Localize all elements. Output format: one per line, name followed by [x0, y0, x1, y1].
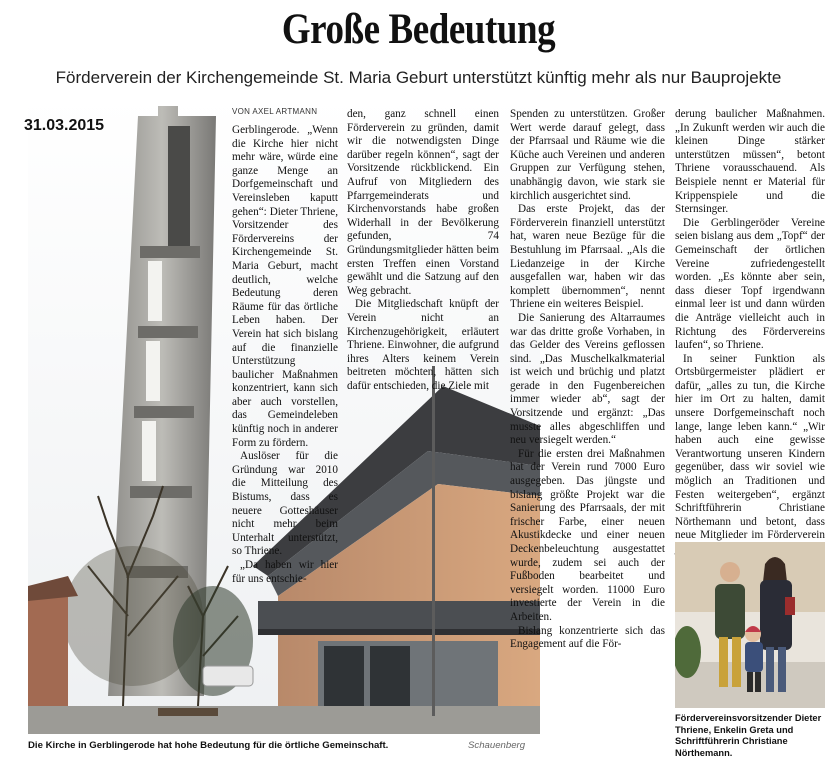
headline: Große Bedeutung — [281, 6, 556, 53]
article-column-4 — [675, 108, 825, 557]
article-column-1 — [232, 124, 338, 586]
paragraph: Bislang konzentrierte sich das Engagement auf die För- — [510, 624, 665, 651]
article-column-2 — [347, 108, 499, 393]
paragraph: Die Mitgliedschaft knüpft der Verein nicht an Kirchenzugehörigkeit, erläutert Thriene. Einwohner, die aufgrund ihres Alters keinem Verein beitreten möchten, hätten sich dafür entschieden, die Ziele mit — [347, 298, 499, 392]
people-photo — [675, 542, 825, 708]
paragraph: derung baulicher Maßnahmen. „In Zukunft werden wir auch die kleinen Dinge stärker unterstützen müssen“, betont Thriene vorausschauend. Als Beispiele nennt er Material für Krippenspiele und die Sternsinger. — [675, 108, 825, 216]
paragraph: Das erste Projekt, das der Förderverein finanziell unterstützt hat, waren neue Bezüge für die Bestuhlung im Pfarrsaal. „Als die Liedanzeige in der Kirche ausgefallen war, haben wir das komplett übernommen“, nennt Thriene ein weiteres Beispiel. — [510, 203, 665, 311]
paragraph: Auslöser für die Gründung war 2010 die Mitteilung des Bistums, dass es neuere Gotteshäuser nicht mehr beim Unterhalt unterstützt, so Thriene. — [232, 450, 338, 558]
paragraph: Gerblingerode. „Wenn die Kirche hier nicht mehr wäre, würde eine ganze Menge an Dorfgemeinschaft und Vereinsleben kaputt gehen“: Dieter Thriene, Vorsitzender des Fördervereins der Kirchengemeinde St. Maria Geburt, macht deutlich, welche Bedeutung deren Räume für das örtliche Leben haben. Der Verein hat sich bislang auf die finanzielle Unterstützung baulicher Maßnahmen konzentriert, kann sich aber auch vorstellen, das Gemeindeleben künftig noch in anderer Form zu fördern. — [232, 124, 338, 449]
paragraph: „Da haben wir hier für uns entschie- — [232, 559, 338, 585]
photo-credit: Schauenberg — [468, 740, 526, 751]
people-illustration — [675, 542, 825, 708]
paragraph: Die Gerblingeröder Vereine seien bislang aus dem „Topf“ der Gemeinschaft der örtlichen Vereine zufriedengestellt worden. „Es könnte aber sein, dass dieser Topf irgendwann einmal leer ist und dann würden die Anträge vielleicht auch in Richtung des Fördervereins laufen“, so Thriene. — [675, 216, 825, 352]
byline: VON AXEL ARTMANN — [232, 107, 318, 116]
paragraph: Spenden zu unterstützen. Großer Wert werde darauf gelegt, dass der Pfarrsaal und Räume wie die Küche auch Vereinen und anderen Gruppen zur Verfügung stehen, unabhängig davon, wie stark sie kirchlich ausgerichtet sind. — [510, 108, 665, 202]
subheadline: Förderverein der Kirchengemeinde St. Maria Geburt unterstützt künftig mehr als nur Bauprojekte — [55, 68, 782, 87]
article-column-3 — [510, 108, 665, 652]
small-photo-caption: Fördervereinsvorsitzender Dieter Thriene, Enkelin Greta und Schriftführerin Christiane Nörthemann. — [675, 713, 822, 758]
paragraph: Für die ersten drei Maßnahmen hat der Verein rund 7000 Euro ausgegeben. Das jüngste und bislang größte Projekt war die Sanierung des Pfarrsaals, der mit frischer Farbe, einer neuen Akustikdecke und einer neuen Deckenbeleuchtung ausgestattet wurde, zudem sei auch der Fußboden bearbeitet und versiegelt worden. 11000 Euro investierte der Verein in die Arbeiten. — [510, 447, 665, 623]
paragraph: Die Sanierung des Altarraumes war das dritte große Vorhaben, in das Gelder des Vereins geflossen sind. „Das Muschelkalkmaterial ist weich und brüchig und platzt gerade in den Fugenbereichen immer wieder ab“, sagt der Vorsitzende und ergänzt: „Das musste alles abgeschliffen und neu versiegelt werden.“ — [510, 311, 665, 447]
paragraph: den, ganz schnell einen Förderverein zu gründen, damit wir die notwendigsten Dinge darüber regeln können“, sagt der Vorsitzende rückblickend. Ein Aufruf von Mitgliedern des Pfarrgemeinderats und Kirchenvorstands habe großen Widerhall in der Bevölkerung gefunden, 74 Gründungsmitglieder hätten beim ersten Treffen einen Vorstand gewählt und die Satzung auf den Weg gebracht. — [347, 108, 499, 297]
photo-caption: Die Kirche in Gerblingerode hat hohe Bedeutung für die örtliche Gemeinschaft. — [28, 740, 389, 751]
date-label: 31.03.2015 — [24, 117, 105, 134]
paragraph: In seiner Funktion als Ortsbürgermeister plädiert er dafür, „alles zu tun, die Kirche hier im Ort zu halten, damit unsere Dorfgemeinschaft noch lange, lange leben kann.“ „Wir haben auch eine gewisse Verantwortung unseren Kindern gegenüber, dass wir soviel wie möglich an Traditionen und Festen weitergeben“, ergänzt Schriftführerin Christiane Nörthemann und betont, dass neue Mitglieder im Förderverein — [675, 352, 825, 542]
